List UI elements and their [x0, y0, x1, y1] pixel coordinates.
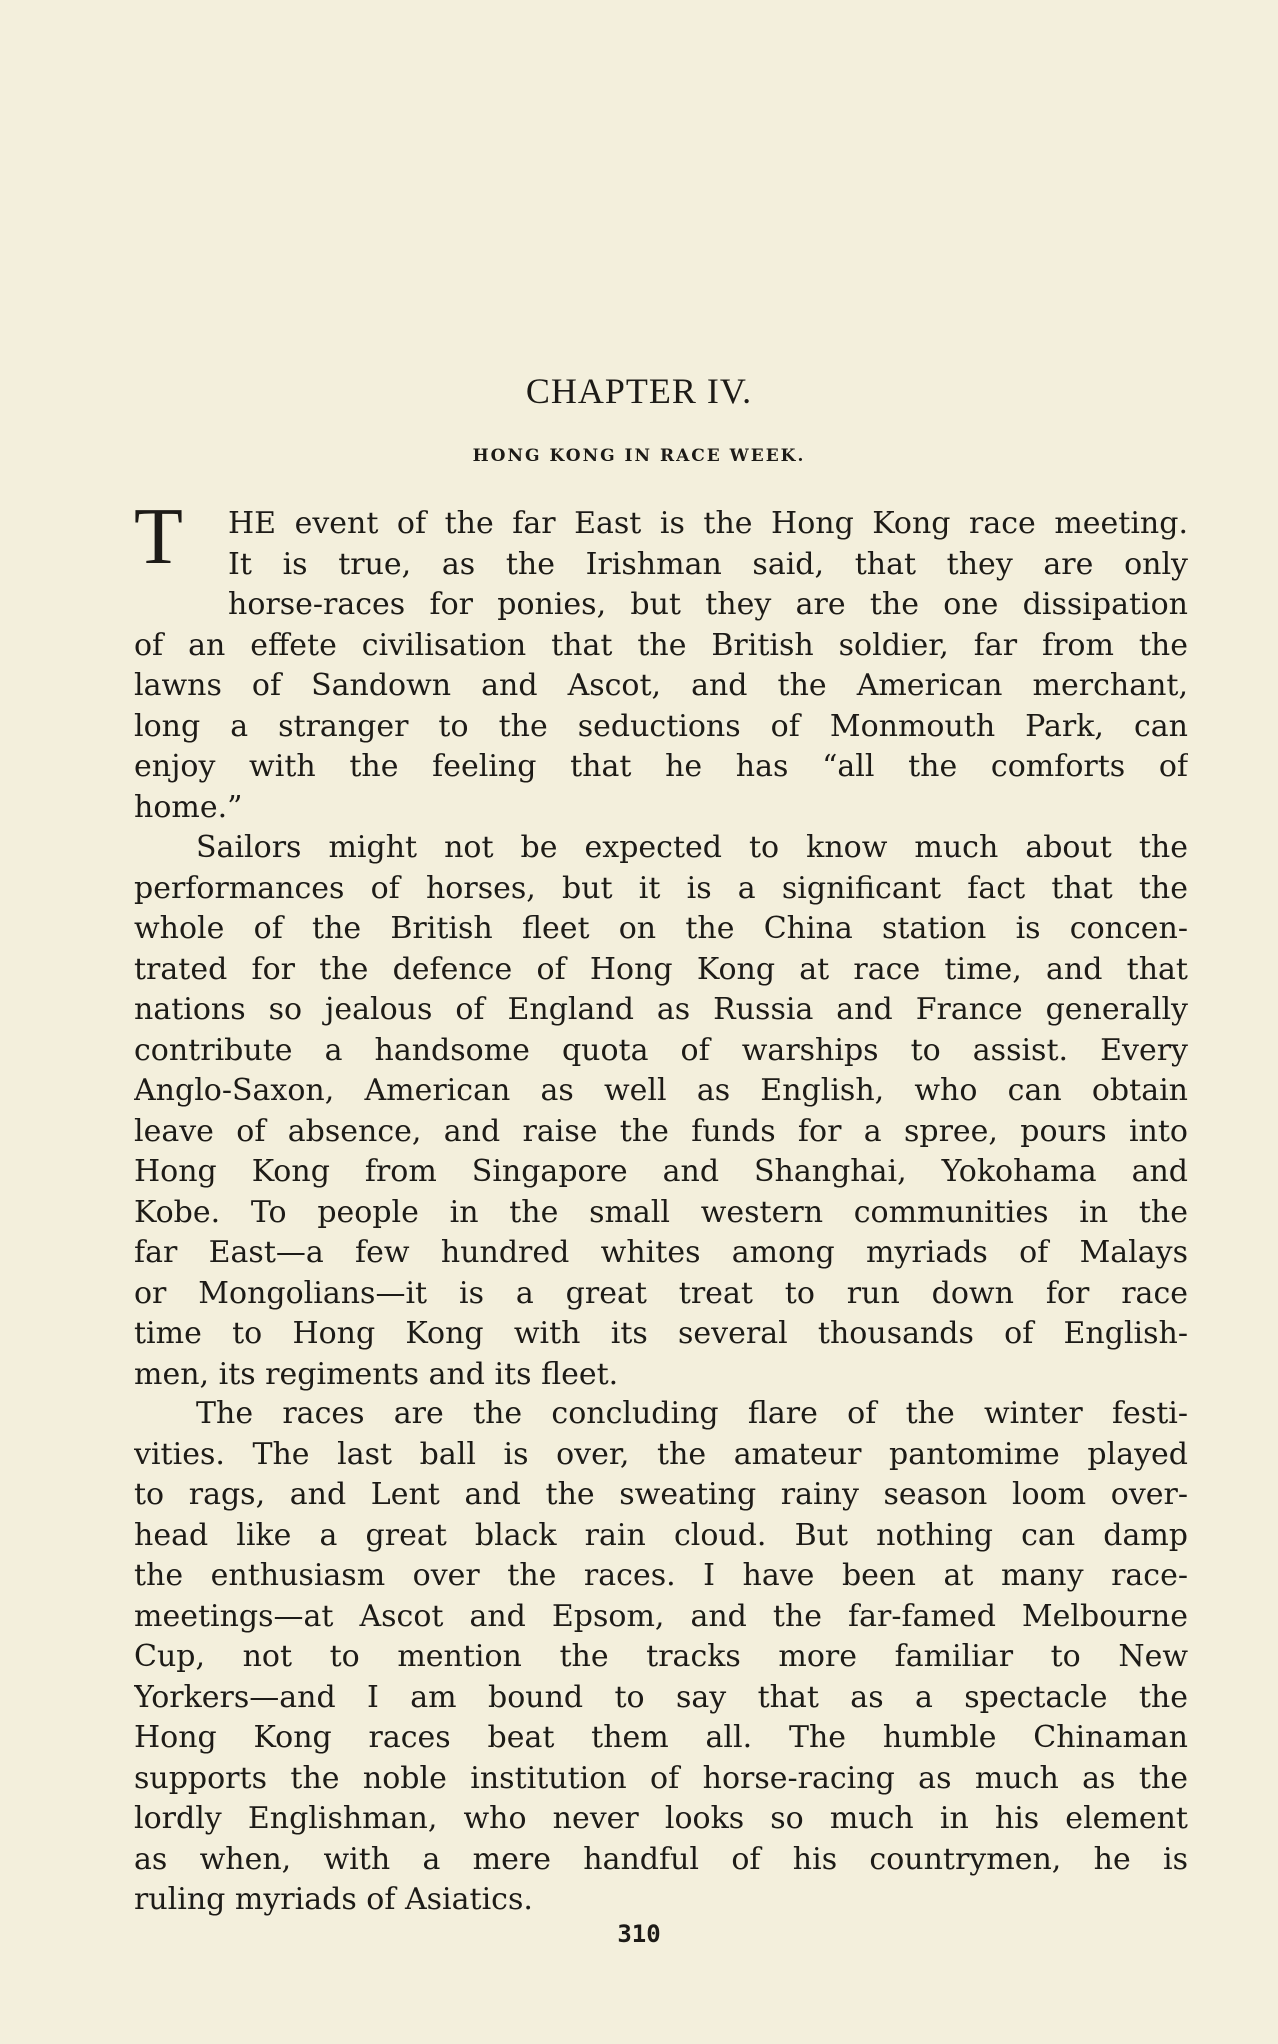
text-line: Hong Kong from Singapore and Shanghai, Yokohama and — [134, 1154, 1188, 1189]
paragraph-2 — [134, 828, 1188, 1395]
text-line: of an effete civilisation that the British soldier, far from the — [134, 627, 1188, 663]
text-line: Yorkers—and I am bound to say that as a spectacle the — [134, 1679, 1188, 1715]
text-line: as when, with a mere handful of his countrymen, he is — [134, 1841, 1188, 1877]
text-line: contribute a handsome quota of warships to assist. Every — [134, 1032, 1188, 1068]
text-line: head like a great black rain cloud. But nothing can damp — [134, 1517, 1188, 1553]
text-line: ruling myriads of Asiatics. — [134, 1882, 533, 1917]
text-line: men, its regiments and its fleet. — [134, 1356, 619, 1392]
paragraph-3 — [134, 1394, 1188, 1921]
text-line: Cup, not to mention the tracks more familiar to New — [134, 1639, 1188, 1674]
text-line: Anglo-Saxon, American as well as English, who can obtain — [134, 1073, 1188, 1108]
text-line: long a stranger to the seductions of Monmouth Park, can — [134, 708, 1188, 744]
text-line: or Mongolians—it is a great treat to run down for race — [134, 1275, 1188, 1311]
text-line: whole of the British fleet on the China station is concen- — [134, 911, 1188, 946]
text-line: far East—a few hundred whites among myriads of Malays — [134, 1235, 1188, 1270]
text-line: Kobe. To people in the small western communities in the — [134, 1194, 1188, 1230]
text-line: time to Hong Kong with its several thousands of English- — [134, 1316, 1188, 1351]
text-line: enjoy with the feeling that he has “all the comforts of — [134, 749, 1188, 784]
text-line: home.” — [134, 789, 243, 825]
text-line: HE event of the far East is the Hong Kong race meeting. — [228, 506, 1188, 541]
text-line: horse-races for ponies, but they are the one dissipation — [228, 587, 1188, 622]
page-number: 310 — [617, 1920, 661, 1948]
text-line: lordly Englishman, who never looks so much in his element — [134, 1801, 1188, 1836]
text-line: lawns of Sandown and Ascot, and the American merchant, — [134, 668, 1188, 703]
paragraph-1 — [134, 504, 1188, 828]
text-line: performances of horses, but it is a significant fact that the — [134, 870, 1188, 906]
text-line: vities. The last ball is over, the amateur pantomime played — [134, 1436, 1188, 1472]
text-line: The races are the concluding flare of the winter festi- — [196, 1396, 1188, 1431]
text-line: It is true, as the Irishman said, that they are only — [228, 546, 1188, 582]
text-line: to rags, and Lent and the sweating rainy season loom over- — [134, 1477, 1188, 1512]
text-line: supports the noble institution of horse-racing as much as the — [134, 1760, 1188, 1796]
text-line: nations so jealous of England as Russia and France generally — [134, 992, 1188, 1027]
text-line: Hong Kong races beat them all. The humble Chinaman — [134, 1720, 1188, 1755]
chapter-title: CHAPTER IV. — [525, 371, 753, 411]
chapter-subtitle: HONG KONG IN RACE WEEK. — [472, 446, 806, 466]
drop-cap: T — [134, 493, 183, 581]
text-line: Sailors might not be expected to know much about the — [196, 830, 1188, 865]
text-line: leave of absence, and raise the funds for a spree, pours into — [134, 1113, 1188, 1149]
text-line: the enthusiasm over the races. I have been at many race- — [134, 1558, 1188, 1593]
text-line: meetings—at Ascot and Epsom, and the far-famed Melbourne — [134, 1598, 1188, 1634]
text-line: trated for the defence of Hong Kong at race time, and that — [134, 951, 1188, 987]
